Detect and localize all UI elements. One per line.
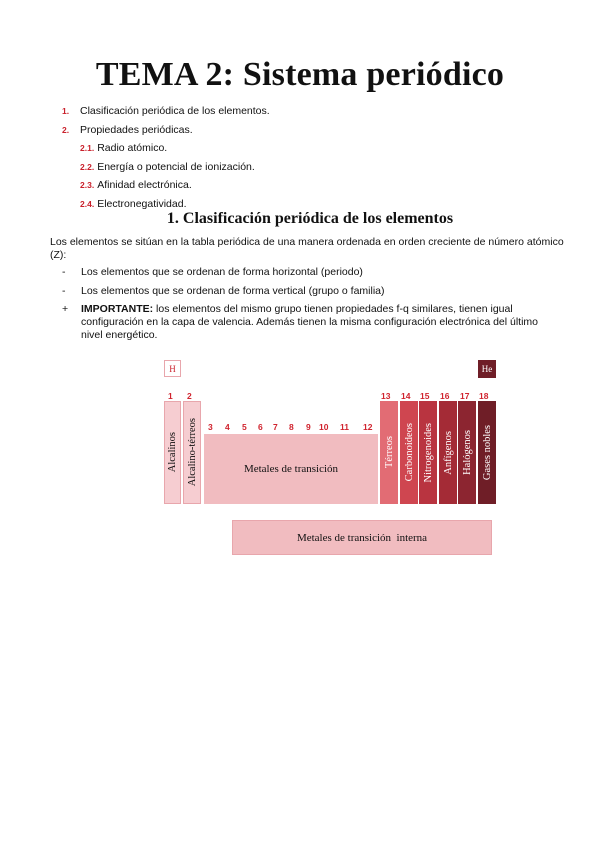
helium-box: He	[478, 360, 496, 378]
group-number: 10	[319, 422, 329, 432]
page-title: TEMA 2: Sistema periódico	[95, 56, 505, 93]
group-gases-nobles: Gases nobles	[478, 401, 496, 504]
toc-subitem: 2.2. Energía o potencial de ionización.	[80, 160, 255, 173]
group-carbonoideos: Carbonoideos	[400, 401, 418, 504]
hydrogen-box: H	[164, 360, 181, 377]
bullet-list	[62, 266, 552, 348]
toc-subitem: 2.1. Radio atómico.	[80, 142, 168, 155]
group-alcalinos: Alcalinos	[164, 401, 181, 504]
block-transicion: Metales de transición	[204, 434, 378, 504]
group-number: 3	[208, 422, 213, 432]
toc-subitem: 2.3. Afinidad electrónica.	[80, 179, 192, 192]
list-item: - Los elementos que se ordenan de forma horizontal (periodo)	[62, 266, 363, 278]
group-number: 8	[289, 422, 294, 432]
group-number: 15	[420, 391, 430, 401]
intro-paragraph: Los elementos se sitúan en la tabla periódica de una manera ordenada en orden creciente de número atómico (Z):	[50, 236, 564, 261]
group-anfigenos: Anfígenos	[439, 401, 457, 504]
group-number: 1	[168, 391, 173, 401]
group-alcalinoterreos: Alcalino-térreos	[183, 401, 201, 504]
group-number: 7	[273, 422, 278, 432]
group-number: 4	[225, 422, 230, 432]
important-label: IMPORTANTE:	[81, 303, 154, 315]
group-number: 12	[363, 422, 373, 432]
group-number: 14	[401, 391, 411, 401]
table-of-contents	[62, 102, 270, 213]
group-number: 5	[242, 422, 247, 432]
group-number: 6	[258, 422, 263, 432]
toc-item: 2. Propiedades periódicas.	[62, 123, 193, 136]
toc-item: 1. Clasificación periódica de los elementos.	[62, 105, 270, 118]
periodic-table-diagram	[160, 358, 500, 562]
group-terreos: Térreos	[380, 401, 398, 504]
group-number: 18	[479, 391, 489, 401]
group-number: 16	[440, 391, 450, 401]
section-heading: 1. Clasificación periódica de los elementos	[166, 210, 454, 227]
list-item: - Los elementos que se ordenan de forma vertical (grupo o familia)	[62, 284, 385, 297]
group-number: 17	[460, 391, 470, 401]
group-number: 9	[306, 422, 311, 432]
group-number: 11	[340, 422, 349, 432]
group-number: 13	[381, 391, 391, 401]
group-halogenos: Halógenos	[458, 401, 476, 504]
block-transicion-interna: Metales de transición interna	[232, 520, 492, 555]
toc-subitem: 2.4. Electronegatividad.	[80, 197, 187, 210]
group-nitrogenoides: Nitrogenoides	[419, 401, 437, 504]
list-item-important: + IMPORTANTE: los elementos del mismo grupo tienen propiedades f-q similares, tienen igual configuración en la capa de valencia. Además tienen la misma configuración electrónica del último nivel energético.	[62, 303, 539, 341]
group-number: 2	[187, 391, 192, 401]
